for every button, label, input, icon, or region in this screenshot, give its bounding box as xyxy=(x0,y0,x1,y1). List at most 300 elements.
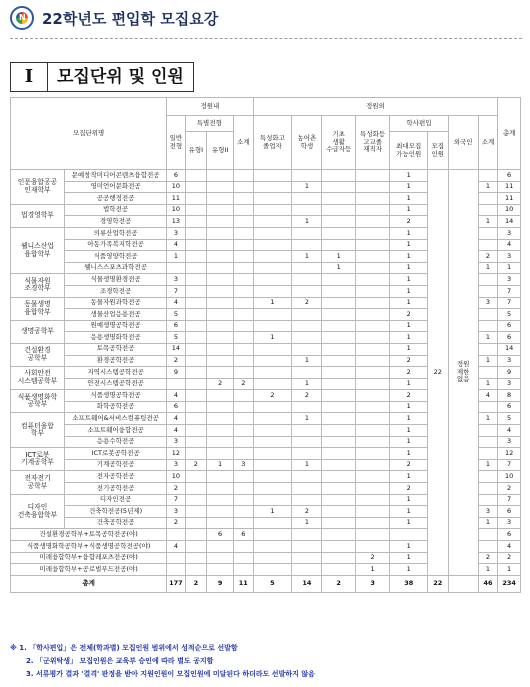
value-cell xyxy=(207,413,234,425)
value-cell xyxy=(322,541,355,553)
value-cell xyxy=(478,529,498,541)
college-cell: 전자전기 공학부 xyxy=(11,471,65,494)
major-cell: 화학공학전공 xyxy=(64,401,166,413)
value-cell xyxy=(234,193,253,205)
total-cell: 14 xyxy=(498,343,521,355)
value-cell xyxy=(322,459,355,471)
value-cell: 1 xyxy=(478,378,498,390)
value-cell xyxy=(478,483,498,495)
value-cell: 2 xyxy=(292,390,322,402)
value-cell: 1 xyxy=(322,251,355,263)
value-cell xyxy=(185,181,207,193)
value-cell: 1 xyxy=(390,378,428,390)
header-transfer: 학사편입 xyxy=(390,116,448,132)
value-cell: 2 xyxy=(234,378,253,390)
value-cell xyxy=(207,193,234,205)
value-cell: 1 xyxy=(292,216,322,228)
value-cell xyxy=(185,297,207,309)
value-cell xyxy=(234,413,253,425)
value-cell xyxy=(292,436,322,448)
major-cell: 문예창작미디어콘텐츠융합전공 xyxy=(64,170,166,182)
major-cell: 웰니스스포츠과학전공 xyxy=(64,262,166,274)
value-cell: 1 xyxy=(292,517,322,529)
major-cell: 아동가족복지학전공 xyxy=(64,239,166,251)
major-cell: 환경공학전공 xyxy=(64,355,166,367)
value-cell: 3 xyxy=(167,227,185,239)
value-cell: 1 xyxy=(390,413,428,425)
value-cell xyxy=(207,239,234,251)
value-cell xyxy=(207,274,234,286)
major-cell: 전자공학전공 xyxy=(64,471,166,483)
value-cell xyxy=(234,517,253,529)
value-cell: 3 xyxy=(167,506,185,518)
value-cell xyxy=(234,204,253,216)
section-number: I xyxy=(11,63,48,91)
value-cell xyxy=(355,529,389,541)
value-cell xyxy=(322,355,355,367)
value-cell xyxy=(207,170,234,182)
college-cell: 사회안전 시스템공학부 xyxy=(11,367,65,390)
value-cell: 10 xyxy=(167,471,185,483)
college-cell: 법경영학부 xyxy=(11,204,65,227)
value-cell xyxy=(234,401,253,413)
value-cell xyxy=(355,262,389,274)
value-cell xyxy=(253,309,292,321)
value-cell: 4 xyxy=(167,541,185,553)
total-cell: 3 xyxy=(498,436,521,448)
value-cell xyxy=(185,239,207,251)
value-cell: 3 xyxy=(167,274,185,286)
value-cell xyxy=(234,216,253,228)
total-cell: 12 xyxy=(498,448,521,460)
value-cell xyxy=(478,436,498,448)
value-cell xyxy=(292,170,322,182)
value-cell xyxy=(234,448,253,460)
value-cell xyxy=(322,390,355,402)
value-cell xyxy=(185,413,207,425)
value-cell: 4 xyxy=(167,297,185,309)
total-cell: 7 xyxy=(498,297,521,309)
value-cell xyxy=(234,425,253,437)
value-cell xyxy=(207,355,234,367)
value-cell xyxy=(478,494,498,506)
value-cell xyxy=(234,251,253,263)
value-cell xyxy=(207,564,234,576)
value-cell xyxy=(185,193,207,205)
combined-unit-cell: 건설환경공학부+토목공학전공(야) xyxy=(11,529,167,541)
value-cell: 1 xyxy=(390,425,428,437)
value-cell xyxy=(253,262,292,274)
total-cell: 10 xyxy=(498,471,521,483)
value-cell xyxy=(292,262,322,274)
total-cell: 3 xyxy=(498,274,521,286)
value-cell xyxy=(185,494,207,506)
value-cell xyxy=(322,378,355,390)
total-cell: 6 xyxy=(498,529,521,541)
total-row xyxy=(11,575,521,592)
value-cell xyxy=(167,262,185,274)
value-cell: 6 xyxy=(207,529,234,541)
value-cell xyxy=(253,413,292,425)
value-cell: 1 xyxy=(478,262,498,274)
value-cell xyxy=(207,471,234,483)
major-cell: 생물산업응용전공 xyxy=(64,309,166,321)
value-cell xyxy=(322,552,355,564)
value-cell xyxy=(478,401,498,413)
value-cell: 1 xyxy=(390,471,428,483)
value-cell xyxy=(207,425,234,437)
college-cell: 컴퓨터융합 학부 xyxy=(11,413,65,448)
value-cell xyxy=(355,436,389,448)
value-cell: 7 xyxy=(167,285,185,297)
value-cell: 3 xyxy=(167,436,185,448)
major-cell: 조경학전공 xyxy=(64,285,166,297)
value-cell xyxy=(253,320,292,332)
value-cell xyxy=(207,343,234,355)
value-cell xyxy=(253,471,292,483)
major-cell: 소프트웨어&서비스컴퓨팅전공 xyxy=(64,413,166,425)
value-cell xyxy=(207,436,234,448)
header-total: 총계 xyxy=(498,98,521,170)
value-cell: 2 xyxy=(478,552,498,564)
value-cell xyxy=(355,285,389,297)
value-cell xyxy=(207,390,234,402)
section-heading xyxy=(10,62,194,92)
value-cell: 6 xyxy=(167,401,185,413)
value-cell xyxy=(322,309,355,321)
total-value-cell: 46 xyxy=(478,575,498,592)
value-cell xyxy=(355,181,389,193)
header-special: 특별전형 xyxy=(185,116,233,132)
value-cell xyxy=(253,285,292,297)
value-cell xyxy=(185,378,207,390)
value-cell xyxy=(253,494,292,506)
value-cell xyxy=(253,274,292,286)
value-cell: 1 xyxy=(478,459,498,471)
value-cell xyxy=(167,552,185,564)
value-cell: 1 xyxy=(167,251,185,263)
value-cell: 4 xyxy=(167,425,185,437)
value-cell xyxy=(185,483,207,495)
college-cell: 웰니스산업 융합학부 xyxy=(11,227,65,273)
value-cell xyxy=(478,193,498,205)
value-cell xyxy=(207,204,234,216)
value-cell: 1 xyxy=(390,332,428,344)
value-cell xyxy=(185,355,207,367)
value-cell xyxy=(478,170,498,182)
value-cell xyxy=(322,320,355,332)
value-cell xyxy=(253,193,292,205)
value-cell xyxy=(292,552,322,564)
value-cell xyxy=(292,204,322,216)
value-cell xyxy=(292,448,322,460)
total-cell: 7 xyxy=(498,459,521,471)
value-cell xyxy=(322,494,355,506)
value-cell xyxy=(234,436,253,448)
value-cell: 3 xyxy=(478,297,498,309)
value-cell: 1 xyxy=(478,216,498,228)
value-cell xyxy=(322,517,355,529)
major-cell: 공공행정전공 xyxy=(64,193,166,205)
value-cell xyxy=(355,378,389,390)
total-value-cell: 11 xyxy=(234,575,253,592)
value-cell: 6 xyxy=(167,320,185,332)
value-cell xyxy=(253,401,292,413)
value-cell: 1 xyxy=(292,251,322,263)
value-cell: 6 xyxy=(167,170,185,182)
value-cell xyxy=(253,204,292,216)
value-cell xyxy=(234,355,253,367)
total-cell: 4 xyxy=(498,239,521,251)
value-cell: 1 xyxy=(390,227,428,239)
value-cell: 9 xyxy=(167,367,185,379)
header-divider xyxy=(10,38,522,39)
value-cell: 1 xyxy=(253,297,292,309)
major-cell: 전기공학전공 xyxy=(64,483,166,495)
value-cell xyxy=(234,181,253,193)
value-cell xyxy=(322,332,355,344)
total-cell: 3 xyxy=(498,355,521,367)
value-cell xyxy=(185,320,207,332)
value-cell xyxy=(478,227,498,239)
value-cell xyxy=(355,170,389,182)
major-cell: 응용생명화학전공 xyxy=(64,332,166,344)
college-cell: 식품생명화학 공학부 xyxy=(11,390,65,413)
value-cell xyxy=(355,309,389,321)
value-cell xyxy=(253,552,292,564)
value-cell xyxy=(207,541,234,553)
value-cell xyxy=(207,216,234,228)
value-cell: 6 xyxy=(234,529,253,541)
value-cell: 1 xyxy=(478,564,498,576)
value-cell: 1 xyxy=(390,262,428,274)
university-logo-icon xyxy=(10,6,34,30)
total-value-cell: 9 xyxy=(207,575,234,592)
header-farm: 농어촌 학생 xyxy=(292,116,322,170)
value-cell xyxy=(167,529,185,541)
value-cell xyxy=(185,471,207,483)
value-cell: 2 xyxy=(253,390,292,402)
value-cell xyxy=(207,494,234,506)
value-cell xyxy=(292,564,322,576)
value-cell xyxy=(322,285,355,297)
value-cell xyxy=(234,367,253,379)
total-cell: 6 xyxy=(498,506,521,518)
total-cell: 2 xyxy=(498,483,521,495)
college-cell: ICT로봇 기계공학부 xyxy=(11,448,65,471)
major-cell: ICT로봇공학전공 xyxy=(64,448,166,460)
header-subtotal2: 소계 xyxy=(478,116,498,170)
total-cell: 6 xyxy=(498,320,521,332)
total-value-cell: 14 xyxy=(292,575,322,592)
header-out-quota: 정원외 xyxy=(253,98,498,116)
value-cell xyxy=(234,506,253,518)
value-cell: 3 xyxy=(478,506,498,518)
total-value-cell: 22 xyxy=(428,575,448,592)
value-cell: 3 xyxy=(234,459,253,471)
value-cell xyxy=(292,343,322,355)
value-cell xyxy=(207,320,234,332)
notes xyxy=(10,642,315,681)
value-cell xyxy=(234,297,253,309)
value-cell xyxy=(207,401,234,413)
value-cell: 1 xyxy=(390,448,428,460)
value-cell: 10 xyxy=(167,204,185,216)
value-cell xyxy=(207,483,234,495)
value-cell xyxy=(355,239,389,251)
value-cell xyxy=(292,483,322,495)
value-cell: 2 xyxy=(167,517,185,529)
value-cell xyxy=(322,216,355,228)
total-cell: 3 xyxy=(498,517,521,529)
major-cell: 토목공학전공 xyxy=(64,343,166,355)
value-cell xyxy=(185,448,207,460)
value-cell xyxy=(292,425,322,437)
major-cell: 지역시스템공학전공 xyxy=(64,367,166,379)
value-cell xyxy=(253,541,292,553)
value-cell: 2 xyxy=(185,459,207,471)
value-cell xyxy=(322,343,355,355)
value-cell: 2 xyxy=(390,459,428,471)
value-cell xyxy=(478,239,498,251)
value-cell xyxy=(478,541,498,553)
total-value-cell: 5 xyxy=(253,575,292,592)
total-cell: 7 xyxy=(498,285,521,297)
combined-unit-cell: 미래융합학부+공로벌푸드전공(야) xyxy=(11,564,167,576)
value-cell xyxy=(292,274,322,286)
value-cell xyxy=(185,309,207,321)
header-basic: 기초 생활 수급자등 xyxy=(322,116,355,170)
value-cell: 2 xyxy=(390,309,428,321)
value-cell xyxy=(292,541,322,553)
value-cell xyxy=(355,425,389,437)
value-cell xyxy=(478,367,498,379)
value-cell: 4 xyxy=(167,390,185,402)
total-cell: 5 xyxy=(498,309,521,321)
value-cell xyxy=(253,483,292,495)
total-value-cell xyxy=(448,575,478,592)
value-cell: 2 xyxy=(167,483,185,495)
major-cell: 식품영양학전공 xyxy=(64,251,166,263)
value-cell: 1 xyxy=(390,552,428,564)
value-cell xyxy=(207,297,234,309)
value-cell xyxy=(478,309,498,321)
value-cell xyxy=(185,274,207,286)
value-cell xyxy=(355,216,389,228)
value-cell xyxy=(185,262,207,274)
value-cell xyxy=(322,448,355,460)
value-cell: 1 xyxy=(390,204,428,216)
total-cell: 3 xyxy=(498,378,521,390)
value-cell xyxy=(185,506,207,518)
value-cell xyxy=(355,332,389,344)
value-cell: 2 xyxy=(292,297,322,309)
value-cell xyxy=(234,552,253,564)
value-cell xyxy=(253,181,292,193)
recruitment-table xyxy=(10,97,521,593)
value-cell: 1 xyxy=(390,320,428,332)
value-cell xyxy=(355,355,389,367)
total-cell: 6 xyxy=(498,401,521,413)
value-cell xyxy=(185,436,207,448)
value-cell: 2 xyxy=(390,355,428,367)
value-cell: 1 xyxy=(478,181,498,193)
section-title: 모집단위 및 인원 xyxy=(57,67,184,87)
value-cell xyxy=(292,401,322,413)
value-cell: 1 xyxy=(390,436,428,448)
value-cell xyxy=(185,552,207,564)
value-cell xyxy=(234,170,253,182)
value-cell xyxy=(253,425,292,437)
value-cell xyxy=(234,564,253,576)
value-cell: 1 xyxy=(390,274,428,286)
value-cell xyxy=(185,343,207,355)
value-cell xyxy=(234,483,253,495)
value-cell xyxy=(253,448,292,460)
value-cell xyxy=(478,343,498,355)
value-cell xyxy=(185,227,207,239)
value-cell: 1 xyxy=(390,251,428,263)
value-cell xyxy=(355,227,389,239)
value-cell xyxy=(253,251,292,263)
note-3: 3. 서류평가 결과 '결격' 판정을 받아 지원인원이 모집인원에 미달된다 하더라도 선발하지 않음 xyxy=(26,670,315,678)
value-cell xyxy=(207,552,234,564)
value-cell xyxy=(292,285,322,297)
value-cell xyxy=(292,239,322,251)
value-cell xyxy=(167,378,185,390)
value-cell xyxy=(207,285,234,297)
value-cell xyxy=(478,448,498,460)
value-cell xyxy=(322,471,355,483)
value-cell xyxy=(478,471,498,483)
value-cell xyxy=(322,413,355,425)
major-cell: 응용수학전공 xyxy=(64,436,166,448)
value-cell: 1 xyxy=(292,413,322,425)
major-cell: 안전시스템공학전공 xyxy=(64,378,166,390)
value-cell xyxy=(234,541,253,553)
value-cell: 1 xyxy=(292,181,322,193)
value-cell xyxy=(355,459,389,471)
value-cell xyxy=(253,355,292,367)
total-cell: 6 xyxy=(498,170,521,182)
value-cell: 2 xyxy=(390,367,428,379)
value-cell xyxy=(355,541,389,553)
total-cell: 1 xyxy=(498,262,521,274)
college-cell: 생명공학부 xyxy=(11,320,65,343)
value-cell xyxy=(322,227,355,239)
college-cell: 식물자원 조경학부 xyxy=(11,274,65,297)
value-cell: 1 xyxy=(478,517,498,529)
total-cell: 3 xyxy=(498,227,521,239)
value-cell: 14 xyxy=(167,343,185,355)
value-cell: 7 xyxy=(167,494,185,506)
value-cell xyxy=(253,227,292,239)
value-cell xyxy=(185,367,207,379)
header-recruit: 모집 인원 xyxy=(428,132,448,170)
value-cell xyxy=(207,517,234,529)
value-cell xyxy=(322,401,355,413)
total-cell: 11 xyxy=(498,193,521,205)
value-cell xyxy=(253,216,292,228)
value-cell xyxy=(207,181,234,193)
value-cell: 2 xyxy=(390,390,428,402)
value-cell xyxy=(253,517,292,529)
value-cell xyxy=(322,193,355,205)
total-cell: 11 xyxy=(498,181,521,193)
total-cell: 6 xyxy=(498,332,521,344)
value-cell xyxy=(207,227,234,239)
value-cell: 10 xyxy=(167,181,185,193)
